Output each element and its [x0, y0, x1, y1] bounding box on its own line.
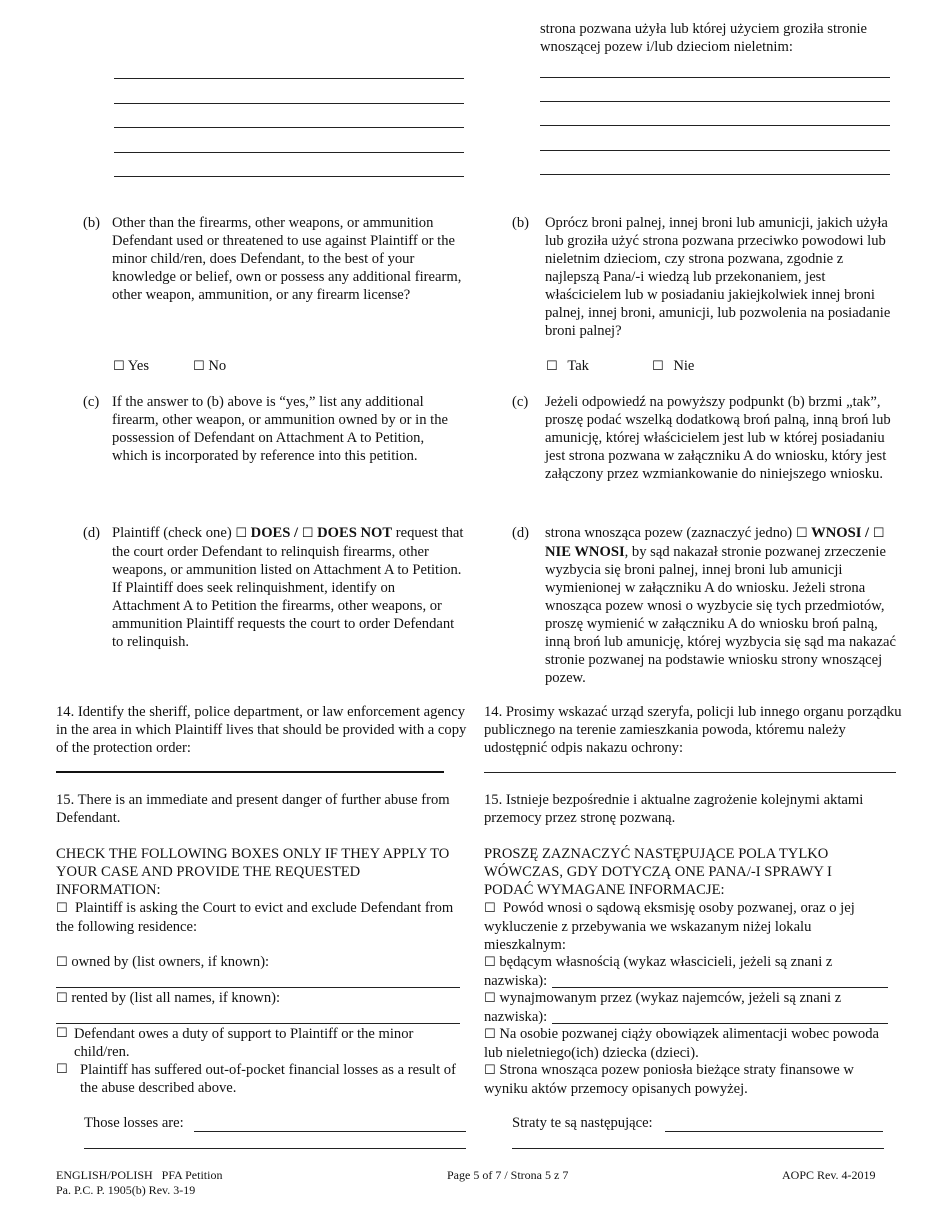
- losses-en: ☐ Plaintiff has suffered out-of-pocket financial losses as a result of the abuse described above.: [56, 1062, 456, 1096]
- b-pl-text: Oprócz broni palnej, innej broni lub amunicji, jakich użyła lub groziła użyć strona pozwana przeciwko powodowi lub nieletnim dzieciom, czy strona pozwana, zgodnie z najlepszą Pana/-i wiedzą lub przekonaniem, jest właścicielem lub w posiadaniu jakiejkolwiek innej broni palnej, innej broni, amunicji, lub pozwolenia na posiadanie broni palnej?: [545, 215, 891, 339]
- q14-answer-line-pl[interactable]: [484, 772, 896, 773]
- rented-answer-line[interactable]: [56, 1023, 460, 1024]
- losses-are-pl: Straty te są następujące:: [512, 1115, 653, 1131]
- no-option[interactable]: [193, 357, 226, 376]
- answer-line[interactable]: [114, 176, 464, 177]
- checkbox-icon[interactable]: ☐: [301, 526, 314, 541]
- losses-pl: ☐ Strona wnosząca pozew poniosła bieżące straty finansowe w wyniku aktów przemocy opisanych powyżej.: [484, 1062, 854, 1097]
- nie-option[interactable]: [652, 357, 694, 376]
- item-letter-d-pl: (d): [512, 525, 530, 541]
- footer-page-number: Page 5 of 7 / Strona 5 z 7: [447, 1168, 569, 1182]
- yes-label: Yes: [127, 358, 150, 374]
- q14-answer-line[interactable]: [56, 771, 444, 773]
- checkbox-icon[interactable]: ☐: [546, 359, 558, 374]
- owned-answer-line[interactable]: [56, 987, 460, 988]
- q14-en: 14. Identify the sheriff, police department, or law enforcement agency in the area in which Plaintiff lives that should be provided with a copy of the protection order:: [56, 704, 467, 756]
- checkbox-icon[interactable]: ☐: [484, 1063, 496, 1078]
- item-letter-d: (d): [83, 525, 101, 541]
- nie-label: Nie: [673, 358, 695, 374]
- item-letter-b-pl: (b): [512, 215, 530, 231]
- checkbox-icon[interactable]: ☐: [56, 955, 68, 970]
- checkbox-icon[interactable]: ☐: [56, 1026, 68, 1041]
- checkbox-icon[interactable]: ☐: [795, 526, 808, 541]
- answer-line[interactable]: [114, 152, 464, 153]
- answer-line[interactable]: [540, 174, 890, 175]
- checkbox-icon[interactable]: ☐: [193, 359, 205, 374]
- support-pl: ☐ Na osobie pozwanej ciąży obowiązek alimentacji wobec powoda lub nieletniego(ich) dziecka (dzieci).: [484, 1026, 880, 1061]
- losses-answer-line-pl-2[interactable]: [512, 1148, 884, 1149]
- c-pl-text: Jeżeli odpowiedź na powyższy podpunkt (b) brzmi „tak”, proszę podać wszelką dodatkową broń palną, inną broń lub amunicję, której właścicielem jest lub w której posiadaniu jest strona pozwana w załączniku A do wniosku, który jest załączony przez wzmiankowanie do niniejszego wniosku.: [545, 394, 891, 482]
- evict-pl: ☐ Powód wnosi o sądową eksmisję osoby pozwanej, oraz o jej wykluczenie z przebywania we wskazanym niżej lokalu mieszkalnym:: [484, 900, 855, 953]
- answer-line[interactable]: [114, 103, 464, 104]
- checkbox-icon[interactable]: ☐: [235, 526, 247, 541]
- yes-option[interactable]: [113, 357, 149, 376]
- q14-pl: 14. Prosimy wskazać urząd szeryfa, policji lub innego organu porządku publicznego na terenie zamieszkania powoda, któremu należy udostępnić odpis nakazu ochrony:: [484, 704, 902, 756]
- tak-label: Tak: [567, 358, 589, 374]
- d-en-text: Plaintiff (check one) ☐ DOES / ☐ DOES NOT request that the court order Defendant to relinquish firearms, other weapons, or ammunition listed on Attachment A to Petition. If Plaintiff does seek relinquishment, identify on Attachment A to Petition the firearms, other weapons, or ammunition Plaintiff requests the court to order Defendant to relinquish.: [112, 525, 464, 650]
- answer-line[interactable]: [540, 125, 890, 126]
- answer-line[interactable]: [540, 101, 890, 102]
- c-en-text: If the answer to (b) above is “yes,” list any additional firearm, other weapon, or ammunition owned by or in the possession of Defendant on Attachment A to Petition, which is incorporated by reference into this petition.: [112, 394, 448, 464]
- owned-en: ☐ owned by (list owners, if known):: [56, 954, 270, 970]
- answer-line[interactable]: [114, 78, 464, 79]
- owned-answer-line-pl[interactable]: [552, 987, 888, 988]
- checkbox-icon[interactable]: ☐: [113, 359, 125, 374]
- checkbox-icon[interactable]: ☐: [484, 1027, 496, 1042]
- d-pl-text: strona wnosząca pozew (zaznaczyć jedno) ☐ WNOSI / ☐ NIE WNOSI, by sąd nakazał stronie pozwanej zrzeczenie wyzbycia się broni palnej, innej broni lub amunicji wymienionej w załączniku A do wniosku. Jeżeli strona wnosząca pozew wnosi o wyzbycie się tych przedmiotów, proszę wymienić w załączniku A do wniosku broń palną, inną broń lub amunicję, której wyzbycia się sąd ma nakazać stronie pozwanej na podstawie wniosku strony wnoszącej pozew.: [545, 525, 896, 686]
- q15-en: 15. There is an immediate and present danger of further abuse from Defendant.: [56, 792, 450, 826]
- rented-answer-line-pl[interactable]: [552, 1023, 888, 1024]
- item-letter-c-pl: (c): [512, 394, 529, 410]
- footer-rule: Pa. P.C. P. 1905(b) Rev. 3-19: [56, 1183, 196, 1197]
- check-heading-en: CHECK THE FOLLOWING BOXES ONLY IF THEY APPLY TO YOUR CASE AND PROVIDE THE REQUESTED INFORMATION:: [56, 846, 450, 898]
- checkbox-icon[interactable]: ☐: [484, 901, 496, 916]
- item-letter-c: (c): [83, 394, 100, 410]
- q15-pl: 15. Istnieje bezpośrednie i aktualne zagrożenie kolejnymi aktami przemocy przez stronę pozwaną.: [484, 792, 864, 826]
- checkbox-icon[interactable]: ☐: [484, 991, 496, 1006]
- checkbox-icon[interactable]: ☐: [484, 955, 496, 970]
- support-en: ☐ Defendant owes a duty of support to Plaintiff or the minor child/ren.: [56, 1026, 414, 1060]
- rented-pl: ☐ wynajmowanym przez (wykaz najemców, jeżeli są znani z nazwiska):: [484, 990, 842, 1025]
- footer-revision: AOPC Rev. 4-2019: [782, 1168, 876, 1182]
- evict-en: ☐ Plaintiff is asking the Court to evict and exclude Defendant from the following residence:: [56, 900, 454, 935]
- losses-are-en: Those losses are:: [84, 1115, 184, 1131]
- rented-en: ☐ rented by (list all names, if known):: [56, 990, 281, 1006]
- footer-form-title: ENGLISH/POLISH PFA Petition: [56, 1168, 223, 1182]
- checkbox-icon[interactable]: ☐: [872, 526, 885, 541]
- footer-left: [56, 1168, 222, 1198]
- checkbox-icon[interactable]: ☐: [56, 901, 68, 916]
- item-letter-b: (b): [83, 215, 101, 231]
- answer-line[interactable]: [540, 150, 890, 151]
- checkbox-icon[interactable]: ☐: [652, 359, 664, 374]
- losses-answer-line-pl[interactable]: [665, 1131, 883, 1132]
- losses-answer-line-2[interactable]: [84, 1148, 466, 1149]
- checkbox-icon[interactable]: ☐: [56, 1062, 68, 1077]
- answer-line[interactable]: [540, 77, 890, 78]
- owned-pl: ☐ będącym własnością (wykaz włascicieli, jeżeli są znani z nazwiska):: [484, 954, 833, 989]
- no-label: No: [208, 358, 227, 374]
- answer-line[interactable]: [114, 127, 464, 128]
- check-heading-pl: PROSZĘ ZAZNACZYĆ NASTĘPUJĄCE POLA TYLKO WÓWCZAS, GDY DOTYCZĄ ONE PANA/-I SPRAWY I PODAĆ WYMAGANE INFORMACJE:: [484, 846, 832, 898]
- losses-answer-line[interactable]: [194, 1131, 466, 1132]
- b-en-text: Other than the firearms, other weapons, or ammunition Defendant used or threatened to use against Plaintiff or the minor child/ren, does Defendant, to the best of your knowledge or belief, own or possess any additional firearm, other weapon, ammunition, or any firearm license?: [112, 215, 462, 303]
- top-right-text: strona pozwana użyła lub której użyciem groziła stronie wnoszącej pozew i/lub dzieciom nieletnim:: [540, 21, 868, 55]
- tak-option[interactable]: [546, 357, 589, 376]
- checkbox-icon[interactable]: ☐: [56, 991, 68, 1006]
